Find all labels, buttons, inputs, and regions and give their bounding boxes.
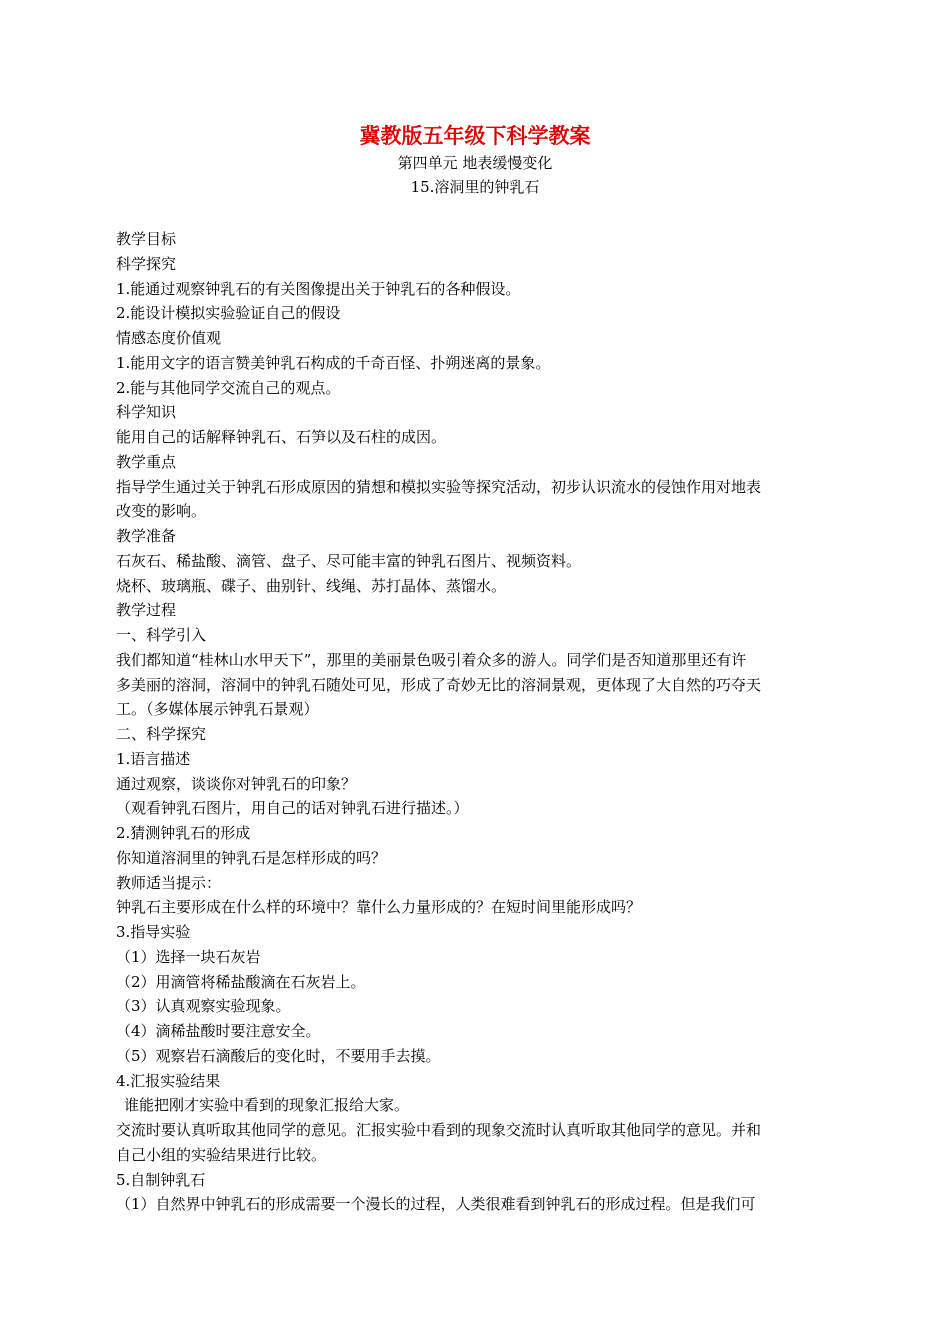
lesson-heading: 15.溶洞里的钟乳石 — [410, 178, 540, 196]
text-line: 指导学生通过关于钟乳石形成原因的猜想和模拟实验等探究活动，初步认识流水的侵蚀作用对地表 — [116, 477, 762, 496]
text-line: 情感态度价值观 — [116, 329, 222, 347]
text-line: （2）用滴管将稀盐酸滴在石灰岩上。 — [116, 972, 366, 991]
text-line: 1.语言描述 — [116, 749, 191, 768]
text-line: 谁能把刚才实验中看到的现象汇报给大家。 — [124, 1096, 410, 1115]
text-line: 你知道溶洞里的钟乳石是怎样形成的吗？ — [116, 848, 387, 867]
text-line: 2.猜测钟乳石的形成 — [116, 824, 251, 842]
text-line: 1.能用文字的语言赞美钟乳石构成的千奇百怪、扑朔迷离的景象。 — [116, 353, 551, 372]
text-line: 教学重点 — [116, 452, 177, 471]
text-line: 科学知识 — [116, 403, 177, 422]
unit-heading: 第四单元 地表缓慢变化 — [397, 154, 553, 172]
text-line: （5）观察岩石滴酸后的变化时，不要用手去摸。 — [116, 1046, 441, 1065]
text-line: 一、科学引入 — [116, 626, 207, 644]
text-line: 4.汇报实验结果 — [116, 1071, 221, 1090]
text-line: 教学准备 — [116, 527, 177, 545]
text-line: 通过观察，谈谈你对钟乳石的印象？ — [116, 774, 357, 793]
text-line: 石灰石、稀盐酸、滴管、盘子、尽可能丰富的钟乳石图片、视频资料。 — [116, 551, 582, 570]
document-body — [116, 227, 838, 1217]
text-line: 二、科学探究 — [116, 725, 207, 743]
text-line: （1）自然界中钟乳石的形成需要一个漫长的过程，人类很难看到钟乳石的形成过程。但是我们可 — [116, 1195, 756, 1214]
text-line: 教师适当提示： — [116, 873, 222, 892]
text-line: 改变的影响。 — [116, 502, 207, 521]
text-line: 科学探究 — [116, 254, 177, 273]
text-line: （观看钟乳石图片，用自己的话对钟乳石进行描述。） — [116, 799, 469, 818]
document-title: 冀教版五年级下科学教案 — [359, 123, 591, 148]
text-line: （1）选择一块石灰岩 — [116, 947, 261, 966]
text-line: 我们都知道“桂林山水甲天下”，那里的美丽景色吸引着众多的游人。同学们是否知道那里还有许 — [116, 650, 747, 669]
text-line: 5.自制钟乳石 — [116, 1170, 206, 1189]
text-line: 3.指导实验 — [116, 923, 191, 941]
text-line: 能用自己的话解释钟乳石、石笋以及石柱的成因。 — [116, 428, 447, 446]
text-line: 烧杯、玻璃瓶、碟子、曲别针、线绳、苏打晶体、蒸馏水。 — [116, 576, 507, 595]
text-line: 教学目标 — [116, 230, 177, 248]
text-line: （4）滴稀盐酸时要注意安全。 — [116, 1022, 321, 1040]
text-line: （3）认真观察实验现象。 — [116, 997, 291, 1016]
text-line: 交流时要认真听取其他同学的意见。汇报实验中看到的现象交流时认真听取其他同学的意见。并和 — [116, 1121, 762, 1139]
text-line: 钟乳石主要形成在什么样的环境中？靠什么力量形成的？在短时间里能形成吗？ — [116, 898, 642, 917]
text-line: 2.能与其他同学交流自己的观点。 — [116, 378, 341, 397]
text-line: 工。（多媒体展示钟乳石景观） — [116, 700, 319, 719]
text-line: 1.能通过观察钟乳石的有关图像提出关于钟乳石的各种假设。 — [116, 279, 521, 298]
text-line: 教学过程 — [116, 601, 177, 620]
text-line: 2.能设计模拟实验验证自己的假设 — [116, 304, 341, 323]
text-line: 多美丽的溶洞，溶洞中的钟乳石随处可见，形成了奇妙无比的溶洞景观，更体现了大自然的巧夺天 — [116, 675, 762, 694]
text-line: 自己小组的实验结果进行比较。 — [116, 1145, 327, 1164]
